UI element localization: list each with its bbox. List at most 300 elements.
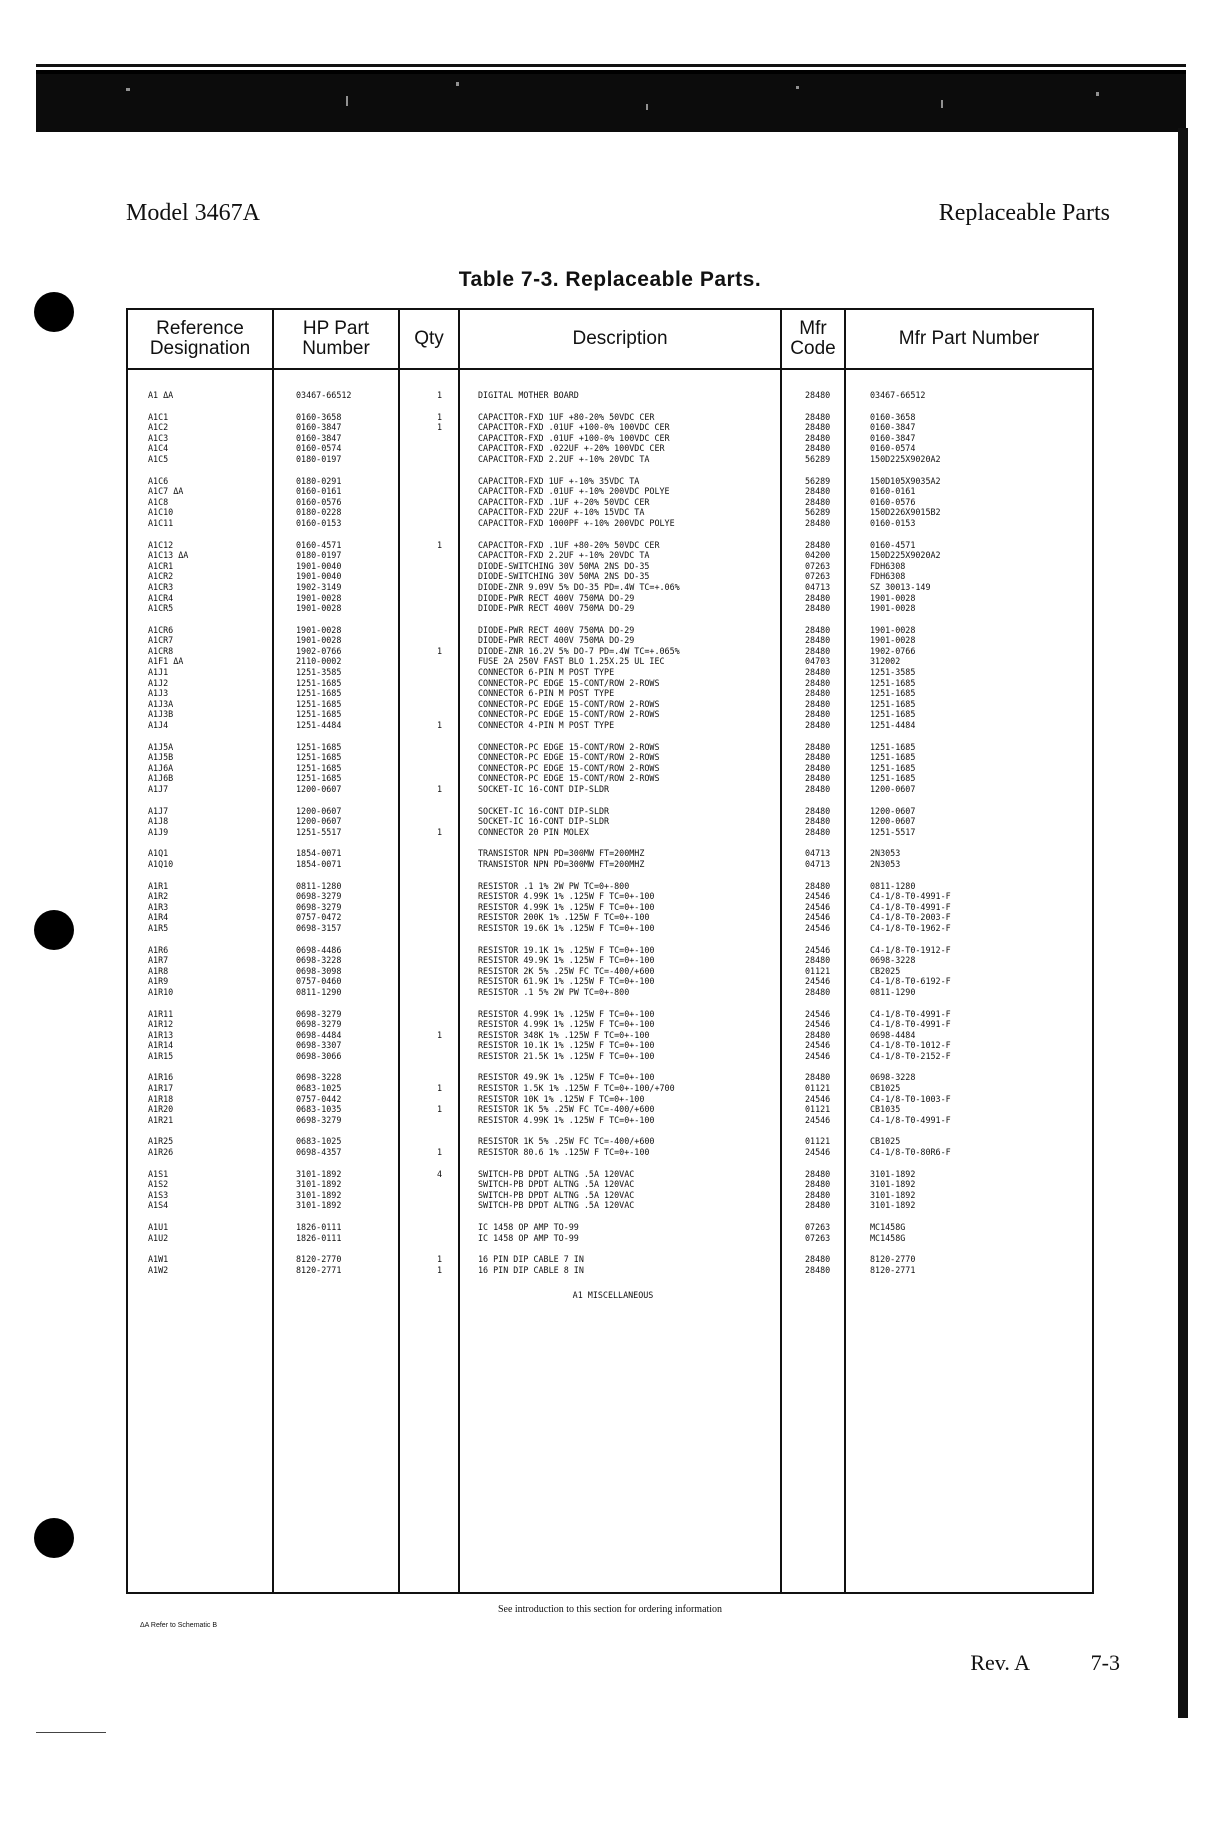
cell-ref: A1CR7 [148, 635, 174, 646]
cell-hp: 3101-1892 [296, 1168, 342, 1179]
cell-hp: 8120-2770 [296, 1254, 342, 1265]
cell-mpn: CB1025 [870, 1136, 901, 1147]
cell-desc: RESISTOR 1K 5% .25W FC TC=-400/+600 [478, 1104, 655, 1115]
cell-mpn: C4-1/8-T0-4991-F [870, 891, 951, 902]
cell-hp: 0160-3847 [296, 422, 342, 433]
table-row [128, 816, 1092, 827]
cell-mpn: SZ 30013-149 [870, 581, 931, 592]
cell-ref: A1R26 [148, 1147, 174, 1158]
cell-mfr: 28480 [805, 752, 831, 763]
cell-mfr: 28480 [805, 1200, 831, 1211]
cell-hp: 0160-0574 [296, 443, 342, 454]
cell-mfr: 07263 [805, 560, 831, 571]
table-row [128, 476, 1092, 487]
cell-ref: A1R3 [148, 901, 169, 912]
cell-ref: A1CR8 [148, 645, 174, 656]
cell-mpn: C4-1/8-T0-4991-F [870, 901, 951, 912]
cell-mpn: 0160-3847 [870, 422, 916, 433]
table-row [128, 582, 1092, 593]
cell-mpn: 0160-3847 [870, 432, 916, 443]
cell-qty: 1 [436, 784, 442, 794]
table-row [128, 1115, 1092, 1126]
table-row [128, 550, 1092, 561]
table-row [128, 881, 1092, 892]
table-row [128, 1179, 1092, 1190]
cell-ref: A1R8 [148, 965, 169, 976]
model-header: Model 3467A [126, 200, 260, 226]
cell-mfr: 28480 [805, 624, 831, 635]
table-row [128, 976, 1092, 987]
parts-table [126, 308, 1094, 1594]
cell-desc: SOCKET-IC 16-CONT DIP-SLDR [478, 805, 610, 816]
cell-mfr: 28480 [805, 1029, 831, 1040]
table-row [128, 1072, 1092, 1083]
cell-mpn: MC1458G [870, 1222, 906, 1232]
table-row [128, 603, 1092, 614]
cell-hp: 0160-4571 [296, 539, 342, 550]
cell-desc: RESISTOR 4.99K 1% .125W F TC=0+-100 [478, 1114, 655, 1125]
cell-desc: CONNECTOR-PC EDGE 15-CONT/ROW 2-ROWS [478, 709, 660, 720]
table-row [128, 1200, 1092, 1211]
cell-ref: A1J1 [148, 667, 169, 678]
cell-desc: RESISTOR 2K 5% .25W FC TC=-400/+600 [478, 965, 655, 976]
cell-mfr: 28480 [805, 709, 831, 720]
scan-edge-bar [1178, 128, 1188, 1718]
cell-hp: 0698-4357 [296, 1147, 342, 1158]
table-row [128, 1040, 1092, 1051]
cell-hp: 0160-3658 [296, 411, 342, 422]
cell-ref: A1U2 [148, 1232, 169, 1243]
table-row [128, 752, 1092, 763]
cell-mpn: 03467-66512 [870, 390, 926, 400]
table-row [128, 1265, 1092, 1276]
cell-ref: A1R14 [148, 1040, 174, 1051]
cell-desc: DIODE-PWR RECT 400V 750MA DO-29 [478, 592, 635, 603]
cell-mfr: 28480 [805, 486, 831, 497]
cell-hp: 1901-0028 [296, 635, 342, 646]
cell-mpn: CB1025 [870, 1083, 901, 1094]
cell-mpn: 3101-1892 [870, 1200, 916, 1211]
table-row [128, 486, 1092, 497]
cell-ref: A1R13 [148, 1029, 174, 1040]
cell-hp: 1251-1685 [296, 677, 342, 688]
col-header-reference: Reference Designation [149, 318, 251, 359]
cell-mpn: C4-1/8-T0-1962-F [870, 922, 951, 933]
cell-desc: CAPACITOR-FXD 2.2UF +-10% 20VDC TA [478, 453, 650, 464]
cell-mfr: 28480 [805, 955, 831, 966]
cell-mpn: 1901-0028 [870, 592, 916, 603]
cell-desc: FUSE 2A 250V FAST BLO 1.25X.25 UL IEC [478, 656, 665, 667]
cell-ref: A1U1 [148, 1222, 169, 1232]
cell-ref: A1CR2 [148, 571, 174, 582]
table-row [128, 763, 1092, 774]
cell-mfr: 24546 [805, 1019, 831, 1030]
cell-ref: A1R12 [148, 1019, 174, 1030]
cell-mfr: 28480 [805, 1179, 831, 1190]
row-group [128, 1072, 1092, 1125]
cell-ref: A1C13 ΔA [148, 550, 189, 561]
cell-mfr: 28480 [805, 496, 831, 507]
col-header-mfr-code: Mfr Code [790, 318, 836, 359]
cell-desc: CAPACITOR-FXD 1UF +80-20% 50VDC CER [478, 411, 655, 422]
cell-hp: 0698-4484 [296, 1029, 342, 1040]
cell-desc: CAPACITOR-FXD 1UF +-10% 35VDC TA [478, 475, 640, 486]
cell-qty: 1 [436, 645, 442, 656]
row-group [128, 848, 1092, 869]
cell-mfr: 04713 [805, 581, 831, 592]
cell-desc: CONNECTOR 4-PIN M POST TYPE [478, 720, 615, 731]
cell-ref: A1C10 [148, 507, 174, 518]
cell-ref: A1C8 [148, 496, 169, 507]
cell-mfr: 07263 [805, 1232, 831, 1243]
cell-hp: 0160-0576 [296, 496, 342, 507]
cell-mfr: 28480 [805, 698, 831, 709]
row-group [128, 390, 1092, 401]
cell-mpn: 3101-1892 [870, 1179, 916, 1190]
cell-hp: 0757-0442 [296, 1093, 342, 1104]
cell-desc: RESISTOR 200K 1% .125W F TC=0+-100 [478, 912, 650, 923]
cell-mfr: 04200 [805, 550, 831, 561]
table-row [128, 571, 1092, 582]
cell-desc: IC 1458 OP AMP TO-99 [478, 1232, 579, 1243]
cell-mpn: 8120-2770 [870, 1254, 916, 1265]
cell-qty: 1 [436, 1083, 442, 1094]
cell-hp: 0757-0472 [296, 912, 342, 923]
cell-mfr: 28480 [805, 1189, 831, 1200]
cell-ref: A1R20 [148, 1104, 174, 1115]
cell-ref: A1F1 ΔA [148, 656, 184, 667]
col-header-mfr-part: Mfr Part Number [898, 328, 1040, 349]
cell-desc: DIODE-PWR RECT 400V 750MA DO-29 [478, 635, 635, 646]
cell-hp: 0180-0197 [296, 550, 342, 561]
cell-mpn: CB1035 [870, 1104, 901, 1115]
cell-mfr: 28480 [805, 517, 831, 528]
cell-ref: A1R15 [148, 1050, 174, 1061]
cell-mpn: 0160-0153 [870, 517, 916, 528]
schematic-legend: ΔA Refer to Schematic B [140, 1622, 218, 1629]
cell-desc: CAPACITOR-FXD 1000PF +-10% 200VDC POLYE [478, 517, 675, 528]
table-row [128, 688, 1092, 699]
cell-hp: 0180-0197 [296, 453, 342, 464]
cell-mpn: C4-1/8-T0-1003-F [870, 1093, 951, 1104]
table-row [128, 1190, 1092, 1201]
cell-hp: 1251-1685 [296, 688, 342, 699]
cell-desc: 16 PIN DIP CABLE 7 IN [478, 1254, 584, 1265]
table-row [128, 1104, 1092, 1115]
table-row [128, 561, 1092, 572]
cell-ref: A1J8 [148, 816, 169, 827]
cell-mfr: 04713 [805, 858, 831, 869]
cell-hp: 1251-1685 [296, 709, 342, 720]
cell-ref: A1R4 [148, 912, 169, 923]
cell-mfr: 28480 [805, 667, 831, 678]
scan-header-rule [36, 64, 1186, 67]
row-group [128, 1009, 1092, 1062]
cell-hp: 1251-4484 [296, 720, 342, 731]
cell-ref: A1J7 [148, 805, 169, 816]
table-row [128, 1136, 1092, 1147]
cell-mpn: 0160-0161 [870, 486, 916, 497]
cell-mpn: C4-1/8-T0-6192-F [870, 976, 951, 987]
cell-hp: 0698-3279 [296, 901, 342, 912]
col-header-description: Description [572, 328, 668, 349]
cell-mpn: 150D105X9035A2 [870, 475, 941, 486]
cell-mfr: 24546 [805, 1050, 831, 1061]
cell-ref: A1R21 [148, 1114, 174, 1125]
cell-mfr: 24546 [805, 944, 831, 955]
cell-ref: A1J5A [148, 741, 174, 752]
cell-desc: RESISTOR 19.6K 1% .125W F TC=0+-100 [478, 922, 655, 933]
scan-header-band [36, 70, 1186, 132]
cell-hp: 0698-3279 [296, 1019, 342, 1030]
cell-ref: A1J4 [148, 720, 169, 731]
cell-qty: 4 [436, 1168, 442, 1179]
table-title: Table 7-3. Replaceable Parts. [458, 268, 762, 291]
cell-hp: 0683-1035 [296, 1104, 342, 1115]
cell-desc: SOCKET-IC 16-CONT DIP-SLDR [478, 816, 610, 827]
cell-hp: 1901-0028 [296, 592, 342, 603]
cell-mfr: 28480 [805, 986, 831, 997]
cell-ref: A1R2 [148, 891, 169, 902]
table-row [128, 1147, 1092, 1158]
cell-mfr: 28480 [805, 805, 831, 816]
cell-mfr: 28480 [805, 677, 831, 688]
cell-hp: 0698-3228 [296, 955, 342, 966]
cell-ref: A1C6 [148, 475, 169, 486]
cell-mpn: C4-1/8-T0-4991-F [870, 1008, 951, 1019]
cell-mpn: 0160-4571 [870, 539, 916, 550]
cell-desc: IC 1458 OP AMP TO-99 [478, 1222, 579, 1232]
cell-mpn: C4-1/8-T0-1912-F [870, 944, 951, 955]
cell-hp: 0698-3279 [296, 1008, 342, 1019]
cell-mpn: 2N3053 [870, 848, 901, 859]
cell-hp: 8120-2771 [296, 1264, 342, 1275]
cell-desc: DIODE-PWR RECT 400V 750MA DO-29 [478, 603, 635, 614]
cell-mpn: 1200-0607 [870, 805, 916, 816]
cell-desc: RESISTOR 61.9K 1% .125W F TC=0+-100 [478, 976, 655, 987]
cell-mfr: 24546 [805, 1147, 831, 1158]
row-group [128, 881, 1092, 934]
cell-mpn: 1251-3585 [870, 667, 916, 678]
cell-ref: A1J7 [148, 784, 169, 794]
table-row [128, 1030, 1092, 1041]
table-row [128, 1254, 1092, 1265]
table-row [128, 902, 1092, 913]
cell-desc: CONNECTOR-PC EDGE 15-CONT/ROW 2-ROWS [478, 762, 660, 773]
scan-bottom-rule [36, 1732, 106, 1733]
cell-ref: A1C4 [148, 443, 169, 454]
cell-mpn: C4-1/8-T0-2152-F [870, 1050, 951, 1061]
cell-mfr: 01121 [805, 1104, 831, 1115]
cell-desc: DIODE-SWITCHING 30V 50MA 2NS DO-35 [478, 571, 650, 582]
cell-mpn: CB2025 [870, 965, 901, 976]
cell-ref: A1S3 [148, 1189, 169, 1200]
cell-mfr: 24546 [805, 922, 831, 933]
cell-mpn: 1902-0766 [870, 645, 916, 656]
cell-desc: DIGITAL MOTHER BOARD [478, 390, 579, 400]
cell-qty: 1 [436, 1104, 442, 1115]
cell-hp: 0160-3847 [296, 432, 342, 443]
cell-ref: A1CR5 [148, 603, 174, 614]
cell-ref: A1W1 [148, 1254, 169, 1265]
table-row [128, 497, 1092, 508]
cell-ref: A1J6A [148, 762, 174, 773]
header-rule [128, 368, 1092, 370]
table-row [128, 1233, 1092, 1244]
cell-qty: 1 [436, 411, 442, 422]
cell-hp: 1251-1685 [296, 773, 342, 784]
cell-mpn: 3101-1892 [870, 1168, 916, 1179]
cell-desc: RESISTOR 1.5K 1% .125W F TC=0+-100/+700 [478, 1083, 675, 1094]
cell-hp: 3101-1892 [296, 1200, 342, 1211]
cell-mfr: 56289 [805, 475, 831, 486]
cell-ref: A1R1 [148, 880, 169, 891]
cell-mpn: C4-1/8-T0-4991-F [870, 1114, 951, 1125]
cell-hp: 1901-0040 [296, 560, 342, 571]
cell-desc: CAPACITOR-FXD .1UF +80-20% 50VDC CER [478, 539, 660, 550]
table-row [128, 518, 1092, 529]
cell-mpn: 0698-4484 [870, 1029, 916, 1040]
cell-hp: 0160-0161 [296, 486, 342, 497]
cell-desc: CAPACITOR-FXD 22UF +-10% 15VDC TA [478, 507, 645, 518]
cell-ref: A1J3A [148, 698, 174, 709]
cell-desc: CAPACITOR-FXD 2.2UF +-10% 20VDC TA [478, 550, 650, 561]
cell-mfr: 56289 [805, 507, 831, 518]
cell-ref: A1C1 [148, 411, 169, 422]
cell-mfr: 28480 [805, 443, 831, 454]
cell-hp: 3101-1892 [296, 1179, 342, 1190]
cell-ref: A1C2 [148, 422, 169, 433]
cell-desc: CONNECTOR-PC EDGE 15-CONT/ROW 2-ROWS [478, 752, 660, 763]
cell-desc: RESISTOR 49.9K 1% .125W F TC=0+-100 [478, 955, 655, 966]
cell-ref: A1C3 [148, 432, 169, 443]
cell-mpn: 1251-1685 [870, 762, 916, 773]
cell-mfr: 07263 [805, 1222, 831, 1232]
table-row [128, 1009, 1092, 1020]
cell-desc: RESISTOR 80.6 1% .125W F TC=0+-100 [478, 1147, 650, 1158]
cell-ref: A1 ΔA [148, 390, 174, 400]
row-group [128, 476, 1092, 529]
cell-hp: 0683-1025 [296, 1083, 342, 1094]
cell-desc: RESISTOR 10K 1% .125W F TC=0+-100 [478, 1093, 645, 1104]
row-group [128, 540, 1092, 614]
cell-mpn: 0160-0574 [870, 443, 916, 454]
cell-desc: DIODE-ZNR 16.2V 5% DO-7 PD=.4W TC=+.065% [478, 645, 680, 656]
cell-hp: 1200-0607 [296, 784, 342, 794]
cell-hp: 1251-5517 [296, 826, 342, 837]
cell-mpn: C4-1/8-T0-2003-F [870, 912, 951, 923]
cell-ref: A1J9 [148, 826, 169, 837]
cell-ref: A1S1 [148, 1168, 169, 1179]
cell-desc: RESISTOR .1 5% 2W PW TC=0+-800 [478, 986, 630, 997]
cell-mpn: 0698-3228 [870, 955, 916, 966]
table-row [128, 859, 1092, 870]
cell-hp: 1251-1685 [296, 698, 342, 709]
cell-qty: 1 [436, 1029, 442, 1040]
row-group [128, 1136, 1092, 1157]
cell-desc: CONNECTOR-PC EDGE 15-CONT/ROW 2-ROWS [478, 677, 660, 688]
cell-hp: 0698-3098 [296, 965, 342, 976]
cell-hp: 3101-1892 [296, 1189, 342, 1200]
cell-hp: 0811-1290 [296, 986, 342, 997]
cell-mpn: FDH6308 [870, 571, 906, 582]
cell-mfr: 28480 [805, 816, 831, 827]
cell-qty: 1 [436, 539, 442, 550]
row-group [128, 412, 1092, 465]
cell-ref: A1C11 [148, 517, 174, 528]
cell-desc: RESISTOR .1 1% 2W PW TC=0+-800 [478, 880, 630, 891]
cell-ref: A1J5B [148, 752, 174, 763]
cell-mpn: 3101-1892 [870, 1189, 916, 1200]
cell-hp: 0180-0228 [296, 507, 342, 518]
cell-mfr: 24546 [805, 901, 831, 912]
table-row [128, 678, 1092, 689]
cell-mfr: 28480 [805, 1254, 831, 1265]
binder-hole-bottom [34, 1518, 74, 1558]
cell-ref: A1R18 [148, 1093, 174, 1104]
cell-mpn: MC1458G [870, 1232, 906, 1243]
cell-mfr: 28480 [805, 1264, 831, 1275]
table-row [128, 784, 1092, 795]
cell-hp: 1251-1685 [296, 752, 342, 763]
binder-hole-middle [34, 910, 74, 950]
cell-desc: CONNECTOR-PC EDGE 15-CONT/ROW 2-ROWS [478, 773, 660, 784]
cell-qty: 1 [436, 1254, 442, 1265]
cell-mfr: 28480 [805, 1072, 831, 1083]
table-row [128, 593, 1092, 604]
cell-mfr: 28480 [805, 688, 831, 699]
table-row [128, 1083, 1092, 1094]
cell-mpn: 0160-0576 [870, 496, 916, 507]
table-row [128, 412, 1092, 423]
cell-mpn: 1901-0028 [870, 624, 916, 635]
cell-mpn: 150D225X9020A2 [870, 453, 941, 464]
cell-desc: CONNECTOR 6-PIN M POST TYPE [478, 667, 615, 678]
cell-mpn: 150D226X9015B2 [870, 507, 941, 518]
cell-qty: 1 [436, 422, 442, 433]
cell-mpn: 1251-1685 [870, 688, 916, 699]
cell-desc: CAPACITOR-FXD .022UF +-20% 100VDC CER [478, 443, 665, 454]
table-row [128, 433, 1092, 444]
cell-mfr: 01121 [805, 1083, 831, 1094]
cell-hp: 0698-3157 [296, 922, 342, 933]
row-group [128, 945, 1092, 998]
cell-mfr: 01121 [805, 1136, 831, 1147]
cell-mpn: 0698-3228 [870, 1072, 916, 1083]
cell-mfr: 28480 [805, 432, 831, 443]
table-row [128, 923, 1092, 934]
cell-desc: SWITCH-PB DPDT ALTNG .5A 120VAC [478, 1168, 635, 1179]
table-row [128, 390, 1092, 401]
cell-ref: A1C12 [148, 539, 174, 550]
cell-mpn: 1251-1685 [870, 698, 916, 709]
cell-desc: RESISTOR 49.9K 1% .125W F TC=0+-100 [478, 1072, 655, 1083]
cell-mpn: 0160-3658 [870, 411, 916, 422]
cell-mfr: 24546 [805, 976, 831, 987]
cell-mfr: 28480 [805, 773, 831, 784]
cell-hp: 1902-0766 [296, 645, 342, 656]
cell-mfr: 28480 [805, 741, 831, 752]
table-row [128, 912, 1092, 923]
cell-mpn: 150D225X9020A2 [870, 550, 941, 561]
table-row [128, 987, 1092, 998]
cell-mfr: 28480 [805, 762, 831, 773]
cell-mfr: 28480 [805, 422, 831, 433]
cell-hp: 0180-0291 [296, 475, 342, 486]
cell-ref: A1R6 [148, 944, 169, 955]
cell-hp: 1901-0028 [296, 603, 342, 614]
cell-hp: 0683-1025 [296, 1136, 342, 1147]
